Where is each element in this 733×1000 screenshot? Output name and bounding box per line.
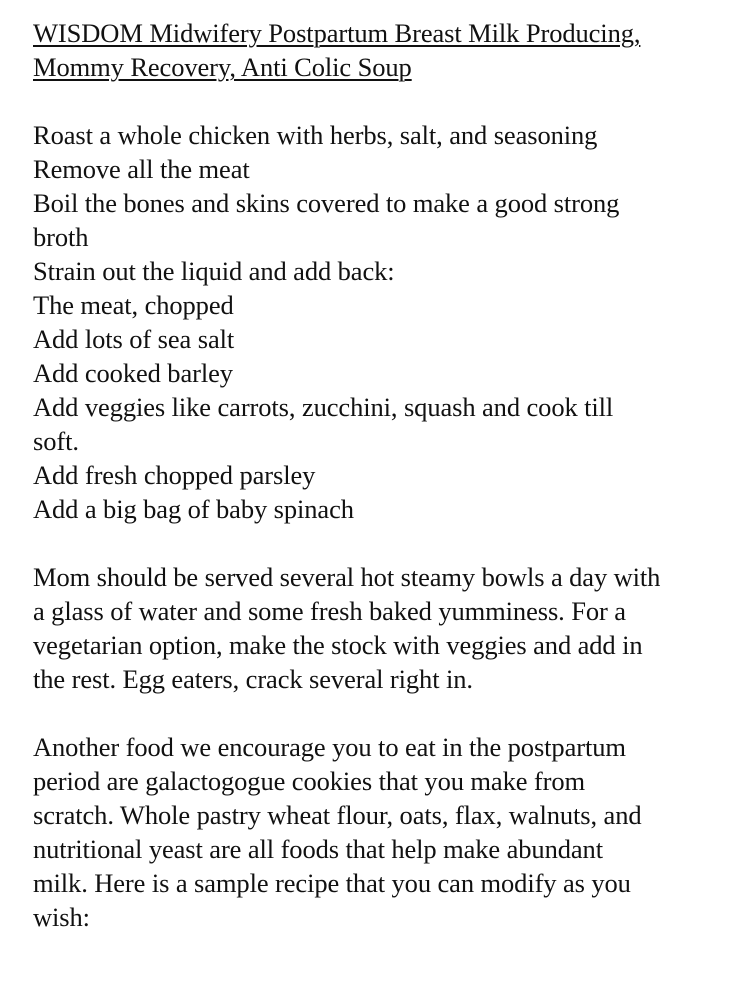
step-line: broth <box>33 222 89 252</box>
step-line: Roast a whole chicken with herbs, salt, and seasoning <box>33 120 598 150</box>
step-line: Add veggies like carrots, zucchini, squash and cook till <box>33 392 614 422</box>
spacer <box>33 526 733 560</box>
step-line: Add fresh chopped parsley <box>33 460 316 490</box>
spacer <box>33 696 733 730</box>
paragraph-line: period are galactogogue cookies that you make from <box>33 766 586 796</box>
step-line: Remove all the meat <box>33 154 250 184</box>
title-line: WISDOM Midwifery Postpartum Breast Milk Producing, <box>33 18 641 48</box>
paragraph-line: Mom should be served several hot steamy bowls a day with <box>33 562 661 592</box>
step-line: Add cooked barley <box>33 358 233 388</box>
step-line: Boil the bones and skins covered to make a good strong <box>33 188 620 218</box>
paragraph-line: Another food we encourage you to eat in the postpartum <box>33 732 626 762</box>
cookies-paragraph <box>33 730 733 934</box>
recipe-steps <box>33 118 733 526</box>
step-line: soft. <box>33 426 79 456</box>
document-title <box>33 16 733 84</box>
paragraph-line: scratch. Whole pastry wheat flour, oats, flax, walnuts, and <box>33 800 642 830</box>
paragraph-line: the rest. Egg eaters, crack several right in. <box>33 664 473 694</box>
paragraph-line: nutritional yeast are all foods that help make abundant <box>33 834 603 864</box>
paragraph-line: milk. Here is a sample recipe that you can modify as you <box>33 868 631 898</box>
serving-paragraph <box>33 560 733 696</box>
step-line: Strain out the liquid and add back: <box>33 256 395 286</box>
document-page <box>33 16 733 934</box>
step-line: Add lots of sea salt <box>33 324 235 354</box>
step-line: The meat, chopped <box>33 290 234 320</box>
paragraph-line: vegetarian option, make the stock with veggies and add in <box>33 630 643 660</box>
title-line: Mommy Recovery, Anti Colic Soup <box>33 52 412 82</box>
paragraph-line: a glass of water and some fresh baked yumminess. For a <box>33 596 626 626</box>
step-line: Add a big bag of baby spinach <box>33 494 354 524</box>
paragraph-line: wish: <box>33 902 90 932</box>
spacer <box>33 84 733 118</box>
